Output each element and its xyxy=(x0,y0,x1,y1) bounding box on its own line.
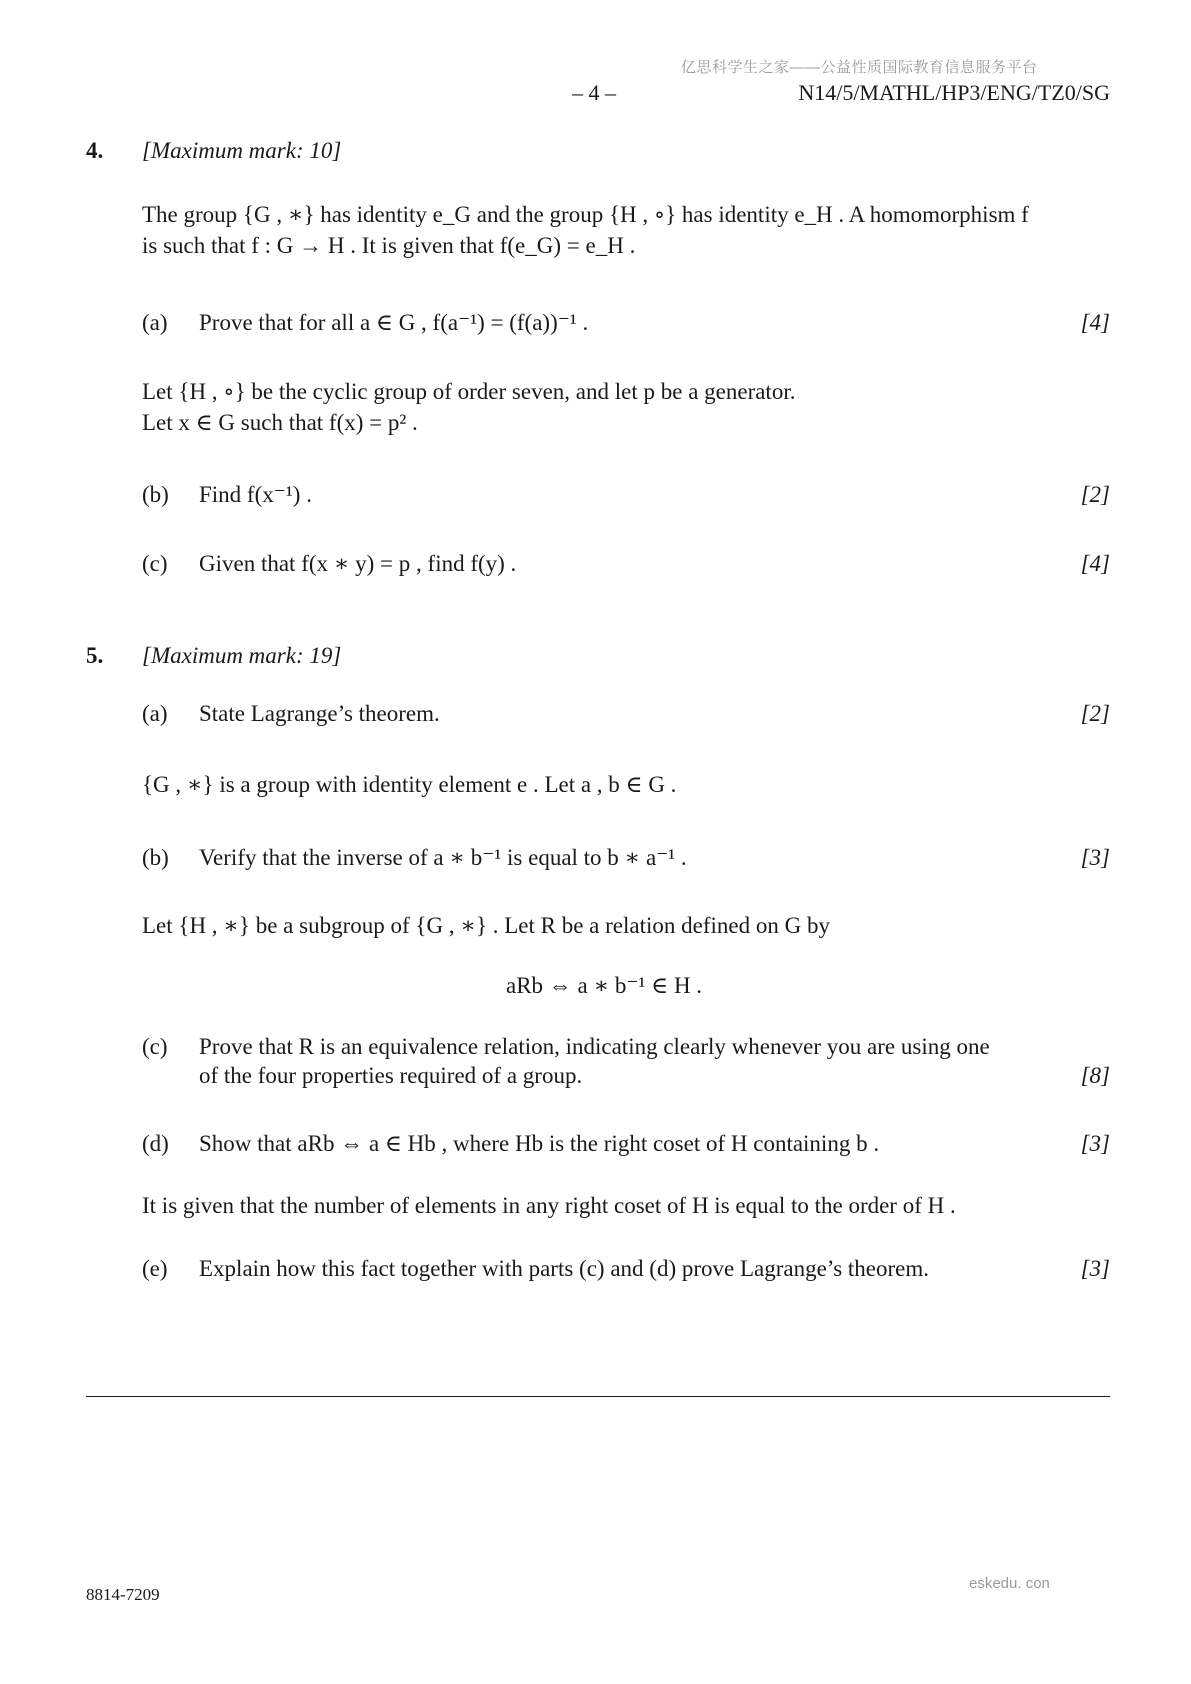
question-5a-mark: [2] xyxy=(1080,701,1110,726)
question-5c-text-line-1: Prove that R is an equivalence relation, indicating clearly whenever you are using one xyxy=(199,1034,990,1059)
question-5e-mark: [3] xyxy=(1080,1256,1110,1281)
question-4c-text: Given that f(x ∗ y) = p , find f(y) . xyxy=(199,551,517,576)
question-4-mid-line-2: Let x ∈ G such that f(x) = p² . xyxy=(142,410,418,435)
question-5b-mark: [3] xyxy=(1080,845,1110,870)
page-number: – 4 – xyxy=(572,80,616,105)
footer-paper-id: 8814-7209 xyxy=(86,1585,160,1604)
question-5c-mark: [8] xyxy=(1080,1063,1110,1088)
question-5-relation: aRb ⇔ a ∗ b⁻¹ ∈ H . xyxy=(506,973,703,998)
question-4-intro-line-1: The group {G , ∗} has identity e_G and the group {H , ∘} has identity e_H . A homomorphism f xyxy=(142,202,1029,227)
question-5d-label: (d) xyxy=(142,1131,169,1156)
question-5b-text: Verify that the inverse of a ∗ b⁻¹ is equal to b ∗ a⁻¹ . xyxy=(199,845,687,870)
question-4a-label: (a) xyxy=(142,310,168,335)
watermark-text: 亿思科学生之家——公益性质国际教育信息服务平台 xyxy=(681,59,1038,76)
question-5c-label: (c) xyxy=(142,1034,168,1059)
question-5e-text: Explain how this fact together with parts (c) and (d) prove Lagrange’s theorem. xyxy=(199,1256,930,1281)
question-4c-label: (c) xyxy=(142,551,168,576)
question-4-max-mark: [Maximum mark: 10] xyxy=(142,138,342,163)
question-5a-label: (a) xyxy=(142,701,168,726)
question-4a-text: Prove that for all a ∈ G , f(a⁻¹) = (f(a))⁻¹ . xyxy=(199,310,589,335)
question-4b-mark: [2] xyxy=(1080,482,1110,507)
question-4c-mark: [4] xyxy=(1080,551,1110,576)
question-4-number: 4. xyxy=(86,138,104,163)
question-5-line-3: It is given that the number of elements in any right coset of H is equal to the order of H . xyxy=(142,1193,956,1218)
footer-divider xyxy=(86,1396,1110,1397)
question-4-intro-line-2: is such that f : G → H . It is given that f(e_G) = e_H . xyxy=(142,233,636,258)
question-4b-text: Find f(x⁻¹) . xyxy=(199,482,312,507)
question-5d-mark: [3] xyxy=(1080,1131,1110,1156)
question-5e-label: (e) xyxy=(142,1256,168,1281)
question-5-max-mark: [Maximum mark: 19] xyxy=(142,643,342,668)
question-4b-label: (b) xyxy=(142,482,169,507)
question-4-mid-line-1: Let {H , ∘} be the cyclic group of order seven, and let p be a generator. xyxy=(142,379,796,404)
question-5d-text: Show that aRb ⇔ a ∈ Hb , where Hb is the right coset of H containing b . xyxy=(199,1131,880,1156)
footer-site: eskedu. con xyxy=(969,1575,1050,1592)
question-5-line-2: Let {H , ∗} be a subgroup of {G , ∗} . Let R be a relation defined on G by xyxy=(142,913,830,938)
question-5c-text-line-2: of the four properties required of a group. xyxy=(199,1063,583,1088)
paper-code: N14/5/MATHL/HP3/ENG/TZ0/SG xyxy=(798,80,1110,105)
question-5b-label: (b) xyxy=(142,845,169,870)
question-4a-mark: [4] xyxy=(1080,310,1110,335)
question-5-line-1: {G , ∗} is a group with identity element e . Let a , b ∈ G . xyxy=(142,772,677,797)
question-5a-text: State Lagrange’s theorem. xyxy=(199,701,440,726)
question-5-number: 5. xyxy=(86,643,104,668)
